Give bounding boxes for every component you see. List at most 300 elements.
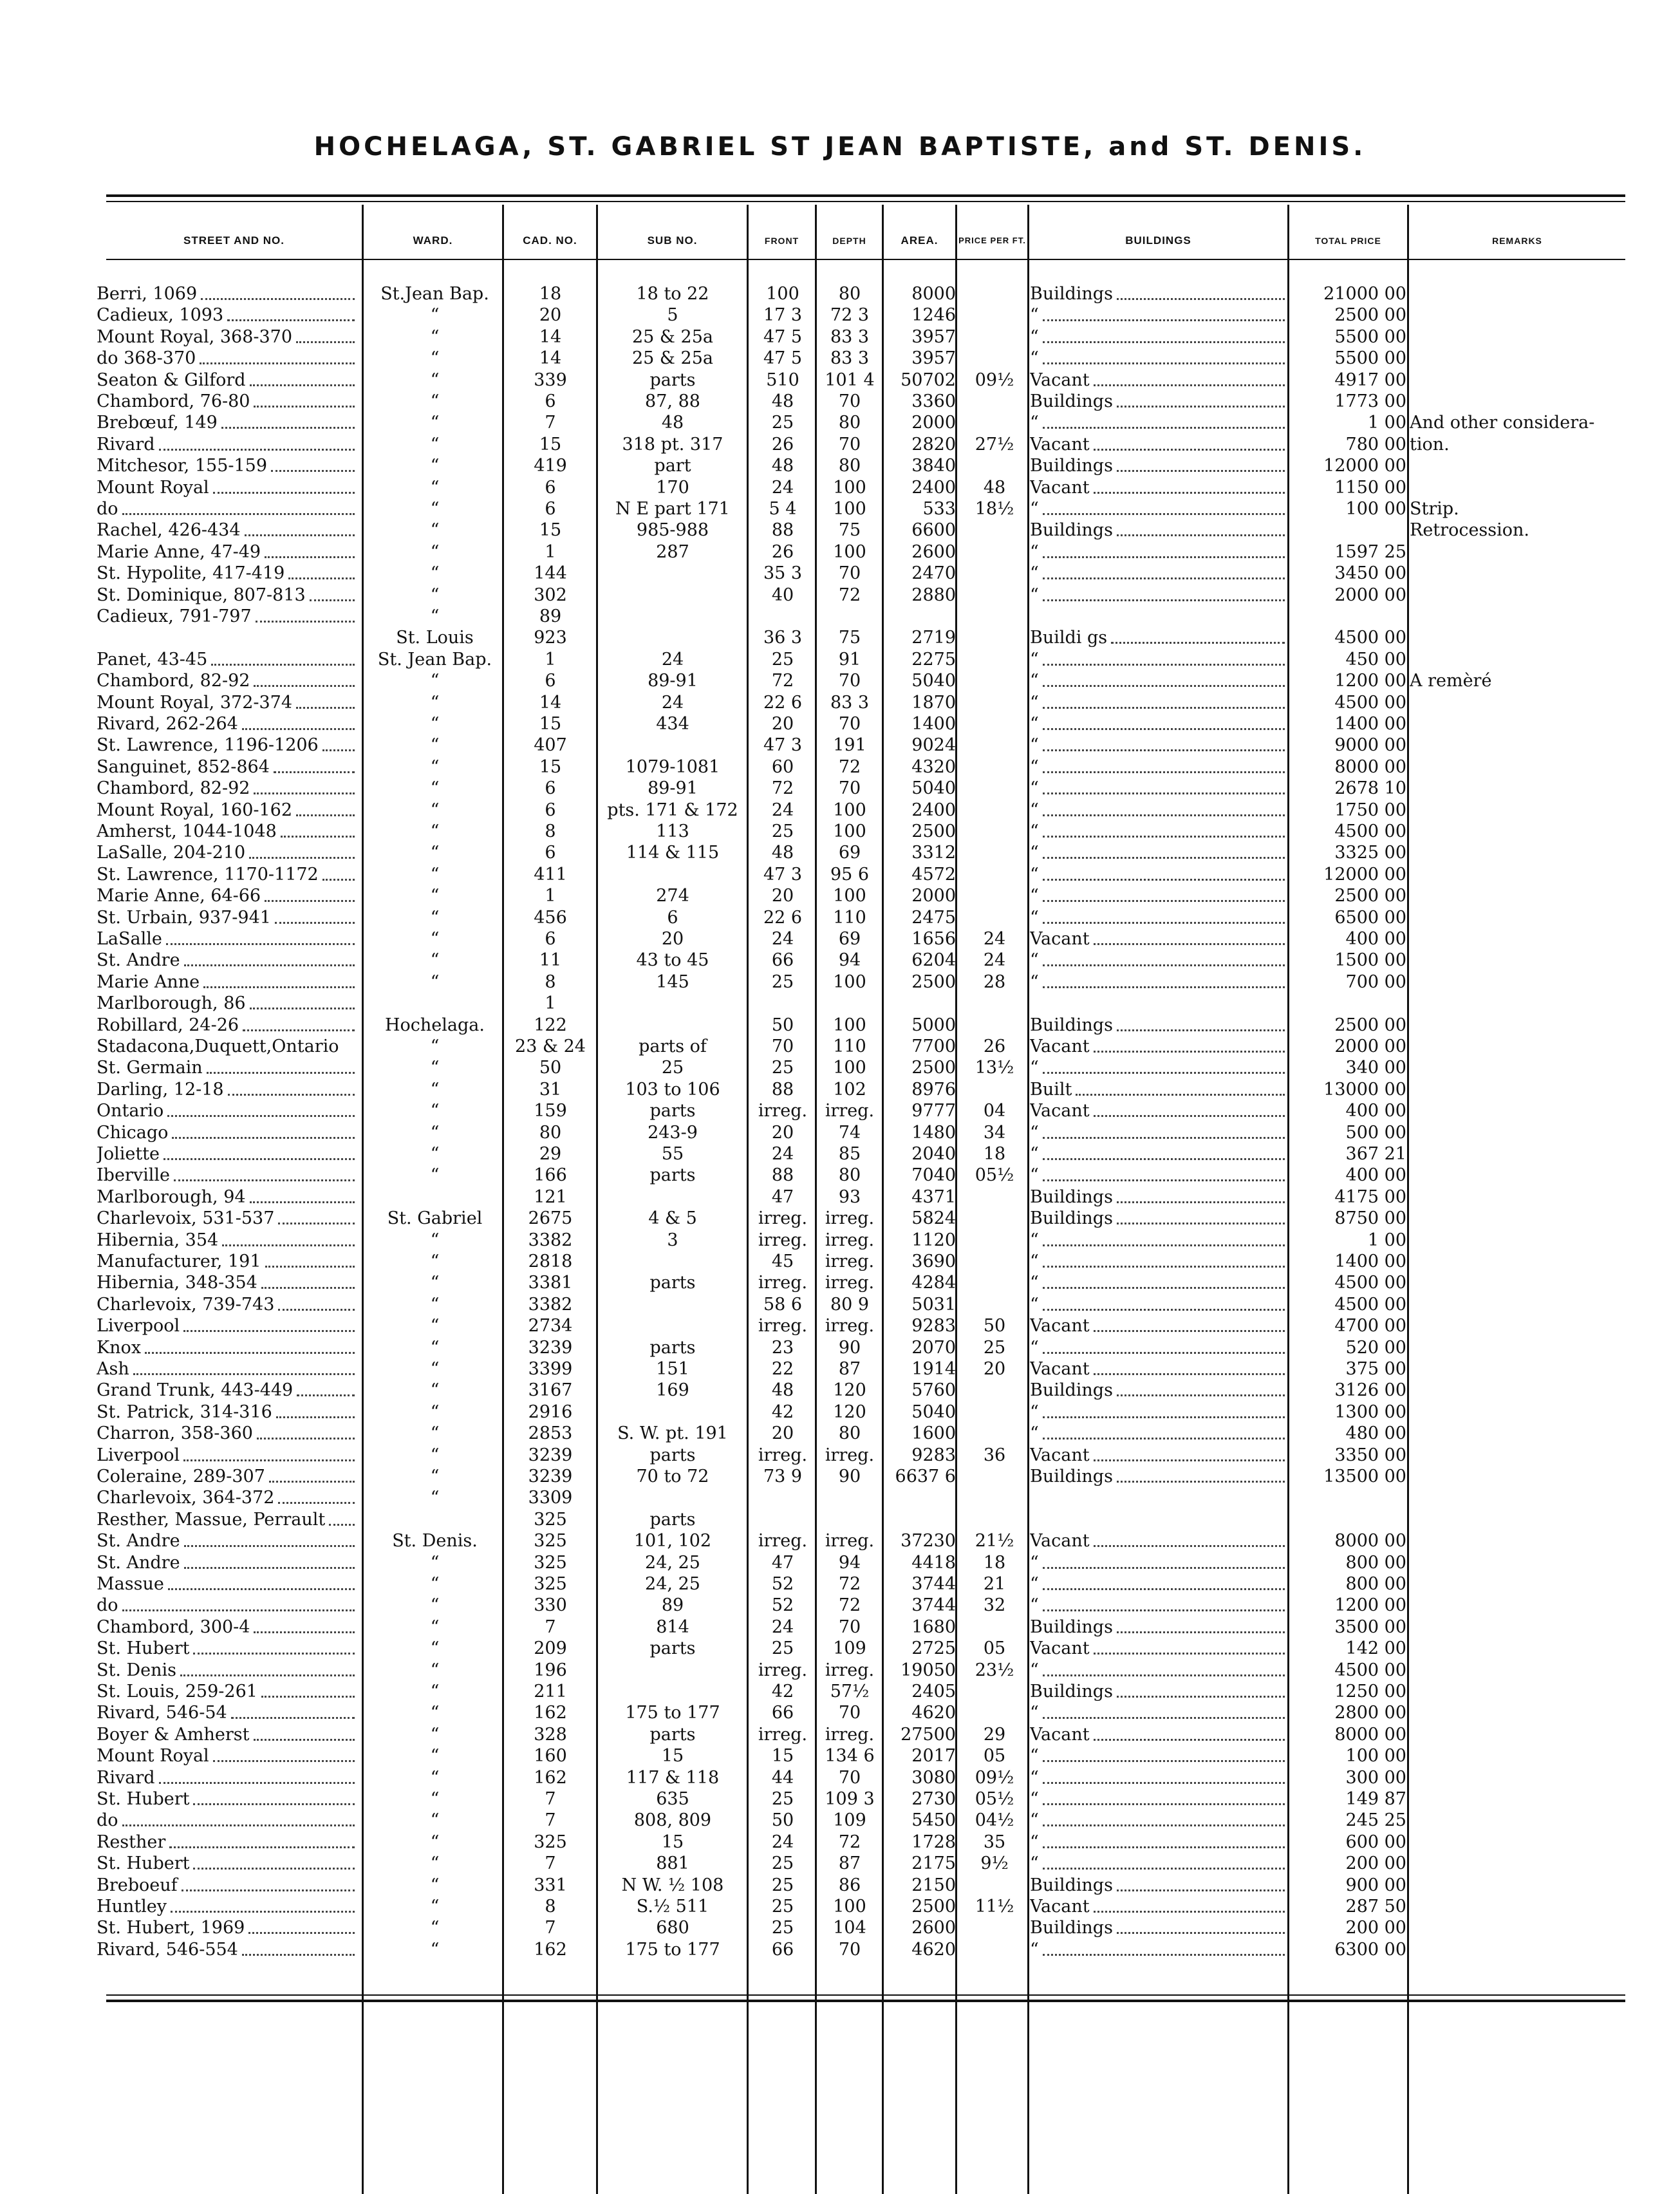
cell-front <box>750 1788 816 1810</box>
cell-cad <box>505 649 595 670</box>
cell-total <box>1291 1638 1406 1659</box>
leader-dots <box>254 1631 355 1633</box>
cell-cad-text: 2916 <box>528 1402 573 1422</box>
cell-ward <box>366 606 504 627</box>
cell-cad <box>505 1896 595 1917</box>
cell-street <box>97 1122 357 1143</box>
leader-dots <box>261 1287 355 1289</box>
cell-bldg <box>1030 885 1287 906</box>
cell-total-text: 2678 10 <box>1334 778 1406 799</box>
table-row <box>0 1617 1680 1638</box>
cell-depth-text: 70 <box>838 563 861 584</box>
cell-total-text: 800 00 <box>1345 1552 1406 1573</box>
cell-ward <box>366 800 504 821</box>
cell-depth-text: 80 <box>838 456 861 476</box>
cell-front <box>750 370 816 391</box>
cell-sub <box>599 520 747 541</box>
cell-depth <box>817 1402 882 1423</box>
cell-sub <box>599 928 747 950</box>
cell-remarks <box>1410 1466 1622 1487</box>
cell-price <box>959 864 1030 885</box>
top-rule-thick <box>106 194 1625 197</box>
cell-ward <box>366 1015 504 1036</box>
cell-ward <box>366 713 504 735</box>
cell-area-text: 4320 <box>911 756 956 777</box>
cell-cad-text: 328 <box>534 1724 567 1745</box>
cell-front-text: 42 <box>771 1402 794 1422</box>
cell-total <box>1291 1358 1406 1380</box>
cell-street-text: Chambord, 76-80 <box>97 391 250 411</box>
cell-depth <box>817 1638 882 1659</box>
cell-total-text: 3126 00 <box>1334 1380 1406 1401</box>
cell-cad <box>505 434 595 455</box>
cell-street-text: Mitchesor, 155-159 <box>97 456 268 476</box>
cell-remarks <box>1410 778 1622 799</box>
cell-area-text: 9777 <box>911 1101 956 1121</box>
cell-front-text: 50 <box>771 1015 794 1035</box>
table-row <box>0 821 1680 842</box>
leader-dots <box>1043 685 1285 687</box>
cell-area <box>885 1745 956 1767</box>
cell-street-text: St. Denis <box>97 1660 177 1680</box>
cell-ward <box>366 1445 504 1466</box>
cell-bldg <box>1030 1810 1287 1831</box>
cell-price <box>959 971 1030 993</box>
cell-depth <box>817 1445 882 1466</box>
cell-front-text: 60 <box>771 756 794 777</box>
leader-dots <box>1043 1868 1285 1870</box>
cell-front <box>750 1810 816 1831</box>
cell-area-text: 2400 <box>911 477 956 498</box>
cell-ward <box>366 842 504 863</box>
cell-price <box>959 756 1030 778</box>
cell-bldg <box>1030 670 1287 691</box>
cell-price <box>959 606 1030 627</box>
cell-front-text: 25 <box>771 1897 794 1917</box>
cell-sub <box>599 1853 747 1874</box>
cell-front-text: irreg. <box>758 1724 808 1745</box>
cell-area-text: 6637 6 <box>895 1467 956 1486</box>
cell-bldg <box>1030 950 1287 971</box>
cell-total <box>1291 1509 1406 1530</box>
cell-street-text: St. Patrick, 314-316 <box>97 1402 272 1422</box>
cell-price-text: 04 <box>983 1101 1006 1121</box>
cell-remarks <box>1410 1380 1622 1401</box>
cell-area-text: 2000 <box>911 413 956 433</box>
cell-sub-text: parts <box>649 1273 696 1293</box>
cell-depth-text: 87 <box>838 1359 861 1379</box>
cell-ward <box>366 1208 504 1229</box>
cell-price <box>959 1186 1030 1208</box>
cell-total-text: 400 00 <box>1345 929 1406 949</box>
cell-street-text: St. Louis, 259-261 <box>97 1682 257 1702</box>
cell-area <box>885 455 956 476</box>
leader-dots <box>1043 341 1285 343</box>
cell-street <box>97 1337 357 1358</box>
cell-front <box>750 670 816 691</box>
cell-remarks <box>1410 1165 1622 1186</box>
cell-area-text: 1728 <box>911 1832 956 1852</box>
cell-cad <box>505 606 595 627</box>
cell-street-text: Charlevoix, 364-372 <box>97 1488 275 1508</box>
cell-street <box>97 1143 357 1165</box>
cell-front-text: 52 <box>771 1574 794 1594</box>
leader-dots <box>1117 298 1285 300</box>
cell-remarks <box>1410 1230 1622 1251</box>
cell-total <box>1291 391 1406 412</box>
cell-sub-text: 243-9 <box>648 1122 698 1143</box>
cell-street <box>97 821 357 842</box>
leader-dots <box>265 556 355 558</box>
cell-area <box>885 1445 956 1466</box>
cell-front <box>750 1487 816 1508</box>
cell-ward-text: St. Louis <box>396 628 474 648</box>
cell-area <box>885 1272 956 1293</box>
cell-area <box>885 412 956 433</box>
cell-street <box>97 1573 357 1595</box>
cell-sub <box>599 1186 747 1208</box>
cell-cad <box>505 348 595 369</box>
cell-price <box>959 1552 1030 1573</box>
cell-bldg-text: Buildings <box>1030 1015 1113 1035</box>
cell-bldg <box>1030 1487 1287 1508</box>
cell-total-text: 21000 00 <box>1323 284 1406 304</box>
cell-bldg-text: “ <box>1030 1058 1039 1078</box>
cell-depth-text: 70 <box>838 1703 861 1723</box>
table-row <box>0 1230 1680 1251</box>
cell-total <box>1291 670 1406 691</box>
cell-front-text: 47 3 <box>763 735 803 756</box>
cell-sub-text: pts. 171 & 172 <box>607 800 738 820</box>
cell-remarks <box>1410 692 1622 713</box>
cell-cad-text: 6 <box>545 778 556 799</box>
cell-bldg <box>1030 477 1287 498</box>
cell-ward <box>366 1595 504 1616</box>
cell-ward <box>366 1638 504 1659</box>
cell-area <box>885 1853 956 1874</box>
cell-total <box>1291 585 1406 606</box>
cell-street <box>97 1745 357 1767</box>
cell-bldg <box>1030 1875 1287 1896</box>
cell-bldg <box>1030 649 1287 670</box>
cell-sub-text: parts <box>649 1337 696 1358</box>
cell-price <box>959 1294 1030 1315</box>
cell-bldg-text: “ <box>1030 1230 1039 1250</box>
table-row <box>0 1509 1680 1530</box>
leader-dots <box>1117 406 1285 408</box>
cell-bldg <box>1030 1853 1287 1874</box>
cell-ward-text: “ <box>430 821 440 841</box>
cell-bldg <box>1030 1186 1287 1208</box>
cell-cad-text: 11 <box>539 950 562 971</box>
cell-ward-text: “ <box>430 907 440 928</box>
cell-depth-text: 72 <box>838 756 861 777</box>
cell-depth <box>817 370 882 391</box>
cell-ward <box>366 1832 504 1853</box>
cell-depth <box>817 1337 882 1358</box>
cell-sub <box>599 1767 747 1788</box>
cell-bldg-text: Vacant <box>1030 1638 1090 1659</box>
cell-sub <box>599 391 747 412</box>
leader-dots <box>275 922 355 924</box>
cell-depth <box>817 606 882 627</box>
cell-bldg <box>1030 391 1287 412</box>
cell-street <box>97 670 357 691</box>
cell-area <box>885 928 956 950</box>
cell-sub-text: 15 <box>661 1832 684 1852</box>
cell-total-text: 6300 00 <box>1334 1939 1406 1960</box>
leader-dots <box>169 1846 355 1848</box>
cell-cad-text: 211 <box>534 1682 567 1702</box>
cell-area-text: 2475 <box>911 907 956 928</box>
cell-bldg <box>1030 585 1287 606</box>
cell-cad-text: 6 <box>545 671 556 691</box>
cell-price-text: 9½ <box>980 1853 1009 1874</box>
cell-bldg <box>1030 326 1287 348</box>
cell-price <box>959 1617 1030 1638</box>
cell-ward-text: “ <box>430 1230 440 1250</box>
cell-street-text: Liverpool <box>97 1445 180 1465</box>
cell-depth-text: 120 <box>833 1380 866 1401</box>
cell-street-text: Rivard, 546-54 <box>97 1703 227 1723</box>
cell-area <box>885 1358 956 1380</box>
cell-area-text: 1246 <box>911 305 956 326</box>
cell-total <box>1291 434 1406 455</box>
cell-remarks <box>1410 1315 1622 1336</box>
cell-depth <box>817 950 882 971</box>
cell-total-text: 480 00 <box>1345 1423 1406 1444</box>
cell-front <box>750 1272 816 1293</box>
cell-front-text: 17 3 <box>763 305 803 326</box>
cell-cad <box>505 1573 595 1595</box>
cell-bldg <box>1030 993 1287 1014</box>
cell-area-text: 2730 <box>911 1789 956 1809</box>
cell-remarks <box>1410 1186 1622 1208</box>
cell-depth <box>817 971 882 993</box>
cell-bldg-text: Vacant <box>1030 477 1090 498</box>
cell-area-text: 2500 <box>911 971 956 992</box>
cell-total <box>1291 1939 1406 1960</box>
cell-depth-text: 70 <box>838 778 861 799</box>
cell-bldg <box>1030 713 1287 735</box>
cell-street-text: Robillard, 24-26 <box>97 1015 239 1035</box>
cell-total-text: 2000 00 <box>1334 1036 1406 1056</box>
cell-bldg-text: Buildings <box>1030 520 1113 541</box>
cell-front <box>750 1702 816 1723</box>
cell-front <box>750 907 816 928</box>
leader-dots <box>322 879 355 881</box>
cell-depth-text: 70 <box>838 671 861 691</box>
cell-street <box>97 520 357 541</box>
cell-street-text: Berri, 1069 <box>97 284 198 304</box>
cell-total-text: 6500 00 <box>1334 907 1406 928</box>
cell-remarks <box>1410 1057 1622 1078</box>
leader-dots <box>183 1459 355 1461</box>
cell-front <box>750 756 816 778</box>
cell-cad-text: 2675 <box>528 1208 573 1229</box>
cell-cad-text: 331 <box>534 1875 567 1895</box>
leader-dots <box>1043 599 1285 601</box>
cell-area-text: 6600 <box>911 520 956 541</box>
header-street: STREET AND NO. <box>183 234 285 247</box>
cell-area <box>885 1315 956 1336</box>
cell-price <box>959 1810 1030 1831</box>
cell-depth <box>817 1122 882 1143</box>
cell-street <box>97 756 357 778</box>
cell-total-text: 1150 00 <box>1334 477 1406 498</box>
cell-front-text: irreg. <box>758 1230 808 1250</box>
cell-price <box>959 1272 1030 1293</box>
cell-front-text: irreg. <box>758 1445 808 1465</box>
leader-dots <box>182 1889 355 1891</box>
cell-cad <box>505 477 595 498</box>
cell-front <box>750 1509 816 1530</box>
cell-depth-text: irreg. <box>825 1230 875 1250</box>
cell-ward-text: “ <box>430 1810 440 1831</box>
cell-remarks <box>1410 1917 1622 1938</box>
cell-cad <box>505 627 595 648</box>
leader-dots <box>1043 1567 1285 1569</box>
table-row <box>0 541 1680 563</box>
cell-sub <box>599 1079 747 1100</box>
leader-dots <box>122 1824 355 1826</box>
table-row <box>0 1917 1680 1938</box>
cell-cad <box>505 864 595 885</box>
cell-depth <box>817 1530 882 1552</box>
cell-sub <box>599 1832 747 1853</box>
table-row <box>0 348 1680 369</box>
cell-depth <box>817 885 882 906</box>
cell-cad-text: 121 <box>534 1186 567 1207</box>
cell-remarks <box>1410 1079 1622 1100</box>
leader-dots <box>1094 943 1285 945</box>
cell-bldg <box>1030 1165 1287 1186</box>
cell-street <box>97 778 357 799</box>
cell-cad <box>505 670 595 691</box>
cell-sub <box>599 1337 747 1358</box>
leader-dots <box>1043 1588 1285 1590</box>
cell-front <box>750 348 816 369</box>
cell-area-text: 5040 <box>911 778 956 799</box>
cell-street <box>97 1402 357 1423</box>
cell-remarks <box>1410 283 1622 305</box>
cell-price <box>959 1767 1030 1788</box>
cell-ward-text: St. Denis. <box>392 1531 478 1552</box>
cell-cad <box>505 498 595 520</box>
cell-depth <box>817 1896 882 1917</box>
cell-street-text: Chicago <box>97 1122 169 1143</box>
cell-sub-text: 43 to 45 <box>636 950 709 971</box>
cell-front-text: irreg. <box>758 1531 808 1552</box>
cell-street-text: Joliette <box>97 1144 160 1164</box>
cell-street <box>97 1595 357 1616</box>
cell-sub <box>599 305 747 326</box>
leader-dots <box>213 1760 355 1762</box>
cell-total-text: 1500 00 <box>1334 950 1406 971</box>
cell-cad <box>505 1015 595 1036</box>
cell-sub-text: 89-91 <box>648 778 698 799</box>
leader-dots <box>1043 792 1285 794</box>
cell-sub <box>599 778 747 799</box>
cell-street <box>97 928 357 950</box>
cell-area-text: 1600 <box>911 1423 956 1444</box>
cell-price-text: 35 <box>983 1832 1006 1852</box>
cell-front-text: 66 <box>771 1703 794 1723</box>
cell-total <box>1291 649 1406 670</box>
cell-cad-text: 3309 <box>528 1488 573 1508</box>
cell-remarks-text: A remèré <box>1410 671 1492 691</box>
cell-cad <box>505 1939 595 1960</box>
cell-ward <box>366 1057 504 1078</box>
cell-front-text: 50 <box>771 1810 794 1831</box>
cell-total <box>1291 1015 1406 1036</box>
cell-cad-text: 923 <box>534 628 567 648</box>
cell-sub-text: 1079-1081 <box>625 756 720 777</box>
cell-front-text: 44 <box>771 1767 794 1788</box>
cell-depth-text: 91 <box>838 649 861 670</box>
cell-depth <box>817 1939 882 1960</box>
cell-price <box>959 1057 1030 1078</box>
cell-street <box>97 885 357 906</box>
cell-depth <box>817 864 882 885</box>
cell-cad-text: 144 <box>534 563 567 584</box>
cell-street <box>97 283 357 305</box>
cell-street-text: do <box>97 499 118 519</box>
cell-remarks <box>1410 800 1622 821</box>
cell-ward <box>366 1186 504 1208</box>
cell-ward-text: “ <box>430 1144 440 1164</box>
cell-street <box>97 842 357 863</box>
cell-depth-text: 72 <box>838 1595 861 1616</box>
cell-front-text: 25 <box>771 1789 794 1809</box>
cell-sub <box>599 1702 747 1723</box>
cell-area <box>885 1251 956 1272</box>
cell-bldg <box>1030 305 1287 326</box>
leader-dots <box>297 1394 355 1396</box>
cell-price <box>959 885 1030 906</box>
cell-bldg-text: Vacant <box>1030 1101 1090 1121</box>
cell-ward <box>366 1272 504 1293</box>
cell-total <box>1291 885 1406 906</box>
cell-sub <box>599 1530 747 1552</box>
cell-bldg-text: “ <box>1030 778 1039 799</box>
cell-ward-text: “ <box>430 1337 440 1358</box>
cell-ward <box>366 1036 504 1057</box>
table-row <box>0 1015 1680 1036</box>
cell-total <box>1291 370 1406 391</box>
leader-dots <box>183 1330 355 1332</box>
cell-bldg <box>1030 971 1287 993</box>
cell-bldg <box>1030 1788 1287 1810</box>
cell-price <box>959 1122 1030 1143</box>
cell-front <box>750 1315 816 1336</box>
cell-front-text: 22 <box>771 1359 794 1379</box>
cell-front-text: 88 <box>771 1079 794 1100</box>
cell-front <box>750 477 816 498</box>
cell-front-text: 72 <box>771 671 794 691</box>
cell-front <box>750 1917 816 1938</box>
cell-front <box>750 1595 816 1616</box>
cell-sub <box>599 1251 747 1272</box>
cell-total-text: 2500 00 <box>1334 305 1406 326</box>
leader-dots <box>1111 642 1285 644</box>
cell-area <box>885 1402 956 1423</box>
cell-remarks <box>1410 1423 1622 1444</box>
cell-bldg-text: Vacant <box>1030 1897 1090 1917</box>
cell-street <box>97 1272 357 1293</box>
cell-depth <box>817 1143 882 1165</box>
cell-area <box>885 1380 956 1401</box>
